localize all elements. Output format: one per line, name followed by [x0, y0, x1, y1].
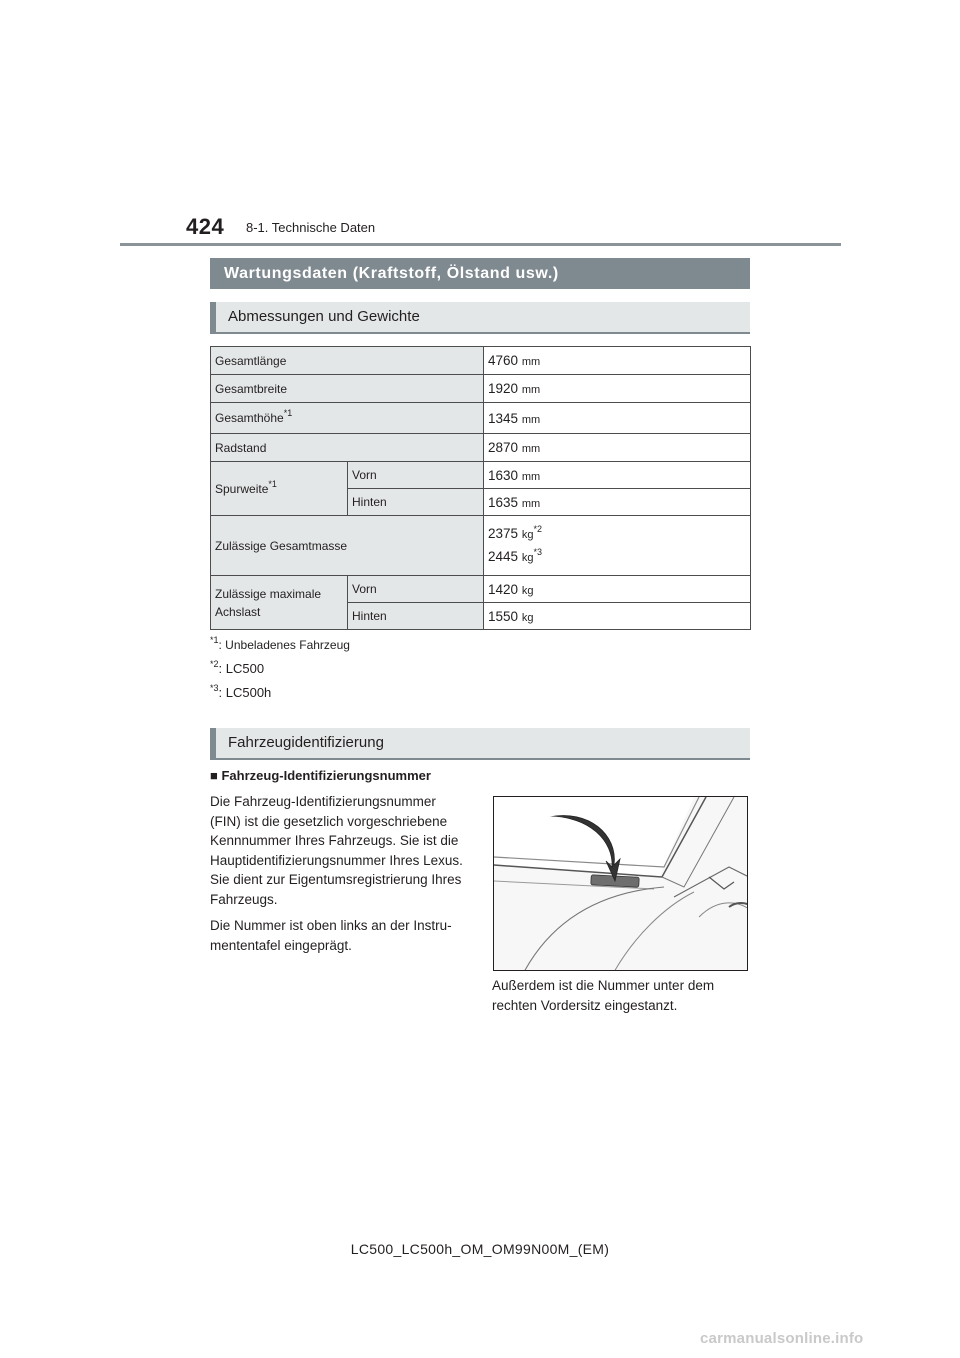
row-label: Gesamtlänge	[211, 347, 484, 375]
dimensions-heading: Abmessungen und Gewichte	[210, 302, 750, 334]
row-sublabel: Hinten	[348, 489, 484, 516]
watermark: carmanualsonline.info	[700, 1330, 864, 1347]
identification-heading: Fahrzeugidentifizierung	[210, 728, 750, 760]
vin-location-illustration	[493, 796, 748, 971]
vin-caption: Außerdem ist die Nummer unter dem rechten Vordersitz eingestanzt.	[492, 978, 715, 1013]
vin-paragraph-1: Die Fahrzeug-Identifizierungsnummer (FIN) ist die gesetzlich vorgeschriebene Kennnummer Ihres Fahrzeugs. Sie ist die Hauptidentifizierungsnummer Ihres Lexus. Sie dient zur Eigentumsregistrierung Ihres Fahrzeugs.	[210, 794, 463, 907]
section-reference: 8-1. Technische Daten	[246, 220, 376, 235]
vin-description	[210, 792, 468, 955]
table-row	[211, 576, 751, 603]
row-label: Spurweite$^{*1}$	[211, 462, 348, 516]
row-label: Radstand	[211, 434, 484, 462]
main-heading: Wartungsdaten (Kraftstoff, Ölstand usw.)	[210, 258, 750, 289]
table-row	[211, 347, 751, 375]
document-code: LC500_LC500h_OM_OM99N00M_(EM)	[350, 1241, 610, 1257]
row-sublabel: Vorn	[348, 576, 484, 603]
row-label: Gesamtbreite	[211, 375, 484, 403]
vin-subheading: ■ Fahrzeug-Identifizierungsnummer	[210, 768, 431, 783]
row-value: 1635 mm	[484, 489, 751, 516]
header-divider	[120, 243, 841, 246]
table-row	[211, 375, 751, 403]
vin-paragraph-2: Die Nummer ist oben links an der Instru-mententafel eingeprägt.	[210, 918, 452, 953]
row-value: 1920 mm	[484, 375, 751, 403]
dimensions-table	[210, 346, 751, 630]
bullet-square-icon: ■	[210, 768, 218, 783]
row-value: 1630 mm	[484, 462, 751, 489]
table-row	[211, 434, 751, 462]
table-row	[211, 516, 751, 576]
row-value: 2375 $kg^{*2}$ 2445 $kg^{*3}$	[484, 516, 751, 576]
footnote-3: $^{*3}$: LC500h	[210, 683, 272, 700]
row-label: Gesamthöhe$^{*1}$	[211, 403, 484, 434]
row-value: 1345 mm	[484, 403, 751, 434]
footnote-1: $^{*1}$: Unbeladenes Fahrzeug	[210, 635, 350, 652]
row-value: 1420 kg	[484, 576, 751, 603]
row-value: 2870 mm	[484, 434, 751, 462]
row-label: Zulässige Gesamtmasse	[211, 516, 484, 576]
row-value: 1550 kg	[484, 603, 751, 630]
row-value: 4760 mm	[484, 347, 751, 375]
footnote-2: $^{*2}$: LC500	[210, 659, 265, 676]
dashboard-vin-drawing	[494, 797, 748, 971]
row-sublabel: Hinten	[348, 603, 484, 630]
row-label: Zulässige maximale Achslast	[211, 576, 348, 630]
table-row	[211, 462, 751, 489]
page-number: 424	[186, 214, 225, 239]
row-sublabel: Vorn	[348, 462, 484, 489]
table-row	[211, 403, 751, 434]
